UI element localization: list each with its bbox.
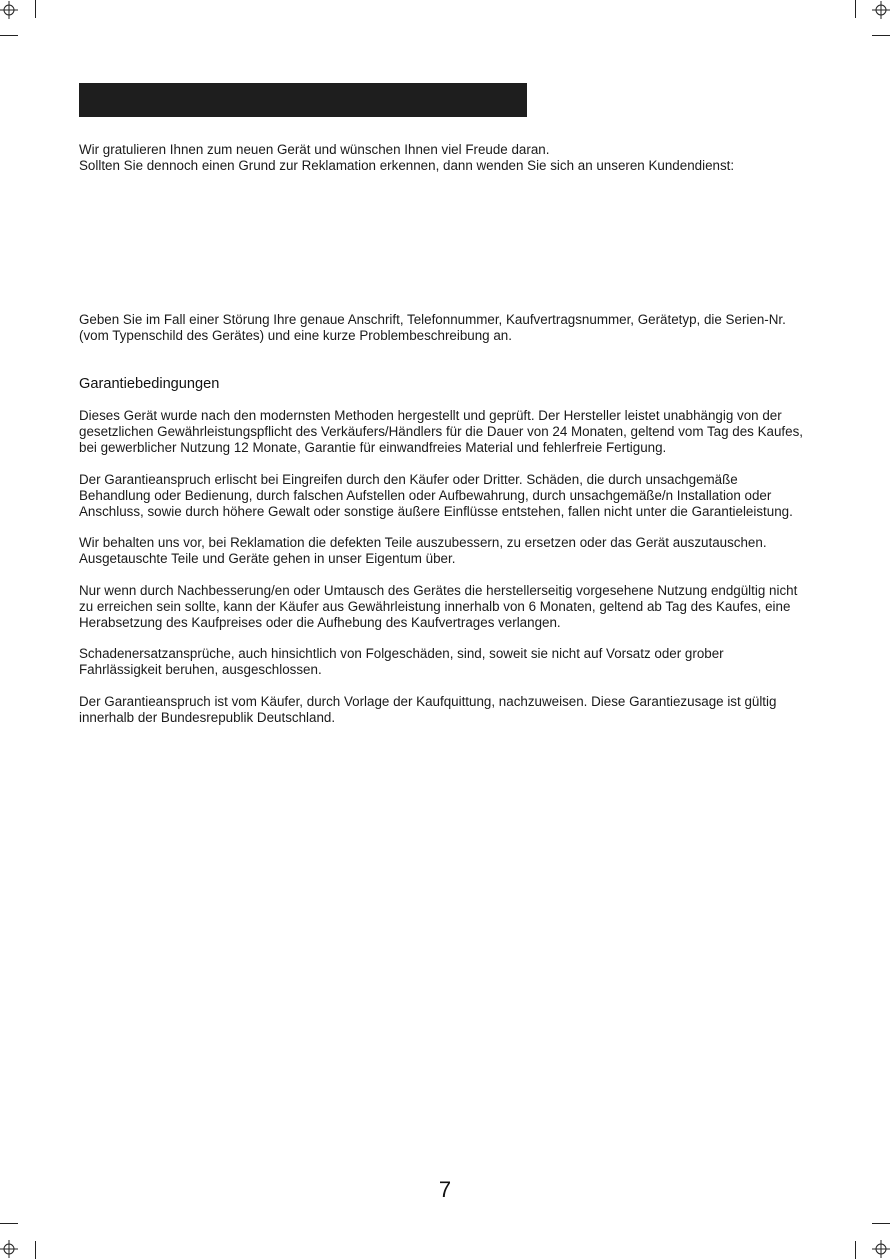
warranty-heading: Garantiebedingungen: [79, 376, 220, 392]
registration-mark-icon: [872, 1, 890, 19]
warranty-paragraph: Nur wenn durch Nachbesserung/en oder Umtausch des Gerätes die herstellerseitig vorgesehene Nutzung endgültig nicht zu erreichen sein sollte, kann der Käufer aus Gewährleistung innerhalb von 6 Monaten, geltend ab Tag des Kaufes, eine Herabsetzung des Kaufpreises oder die Aufhebung des Kaufvertrages verlangen.: [79, 582, 798, 631]
warranty-paragraph: Der Garantieanspruch ist vom Käufer, durch Vorlage der Kaufquittung, nachzuweisen. Diese Garantiezusage ist gültig innerhalb der Bundesrepublik Deutschland.: [79, 693, 777, 725]
warranty-paragraph: Schadenersatzansprüche, auch hinsichtlich von Folgeschäden, sind, soweit sie nicht auf Vorsatz oder grober Fahrlässigkeit beruhen, ausgeschlossen.: [79, 646, 724, 678]
warranty-paragraph: Wir behalten uns vor, bei Reklamation die defekten Teile auszubessern, zu ersetzen oder das Gerät auszutauschen. Ausgetauschte Teile und Geräte gehen in unser Eigentum über.: [79, 535, 767, 567]
crop-mark: [0, 35, 18, 36]
registration-mark-icon: [872, 1240, 890, 1258]
crop-mark: [35, 0, 36, 18]
page-number: 7: [438, 1177, 452, 1202]
crop-mark: [855, 0, 856, 18]
section-header-bar: [79, 83, 527, 117]
intro-text: [79, 142, 809, 174]
crop-mark: [872, 35, 890, 36]
warranty-conditions: [79, 408, 809, 741]
crop-mark: [855, 1241, 856, 1259]
crop-mark: [35, 1241, 36, 1259]
intro-line-1: Wir gratulieren Ihnen zum neuen Gerät und wünschen Ihnen viel Freude daran.: [79, 142, 550, 157]
registration-mark-icon: [0, 1, 18, 19]
registration-mark-icon: [0, 1240, 18, 1258]
crop-mark: [0, 1223, 18, 1224]
warranty-paragraph: Dieses Gerät wurde nach den modernsten Methoden hergestellt und geprüft. Der Hersteller leistet unabhängig von der gesetzlichen Gewährleistungspflicht des Verkäufers/Händlers für die Dauer von 24 Monaten, geltend vom Tag des Kaufes, bei gewerblicher Nutzung 12 Monate, Garantie für einwandfreies Material und fehlerfreie Fertigung.: [79, 408, 804, 456]
crop-mark: [872, 1223, 890, 1224]
service-notice: Geben Sie im Fall einer Störung Ihre genaue Anschrift, Telefonnummer, Kaufvertragsnummer, Gerätetyp, die Serien-Nr. (vom Typenschild des Gerätes) und eine kurze Problembeschreibung an.: [79, 312, 786, 344]
intro-line-2: Sollten Sie dennoch einen Grund zur Reklamation erkennen, dann wenden Sie sich an unseren Kundendienst:: [79, 158, 735, 174]
warranty-paragraph: Der Garantieanspruch erlischt bei Eingreifen durch den Käufer oder Dritter. Schäden, die durch unsachgemäße Behandlung oder Bedienung, durch falschen Aufstellen oder Aufbewahrung, durch unsachgemäße/n Installation oder Anschluss, sowie durch höhere Gewalt oder sonstige äußere Einflüsse entstehen, fallen nicht unter die Garantieleistung.: [79, 471, 793, 520]
